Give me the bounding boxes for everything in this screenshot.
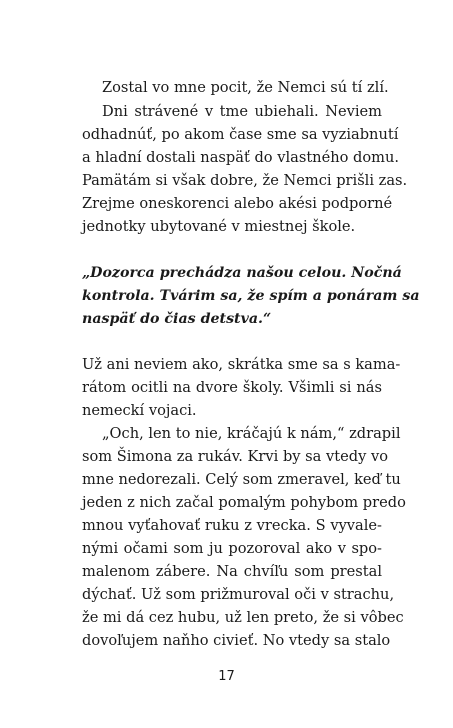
paragraph-2-line-1: Dni strávené v tme ubiehali. Neviem bbox=[102, 103, 382, 120]
paragraph-2-line-2: odhadnúť, po akom čase sme sa vyziabnutí bbox=[82, 126, 399, 143]
paragraph-4-line-1: „Och, len to nie, kráčajú k nám,“ zdrapil bbox=[102, 425, 401, 442]
paragraph-4-line-9: že mi dá cez hubu, už len preto, že si vôbec bbox=[82, 609, 404, 626]
paragraph-4-line-5: mnou vyťahovať ruku z vrecka. S vyvale- bbox=[82, 517, 382, 534]
quote-line-3: naspäť do čias detstva.“ bbox=[82, 311, 272, 327]
paragraph-2-line-4: Pamätám si však dobre, že Nemci prišli zas. bbox=[82, 172, 408, 189]
paragraph-2-line-5: Zrejme oneskorenci alebo akési podporné bbox=[82, 195, 393, 212]
paragraph-2-line-6: jednotky ubytované v miestnej škole. bbox=[82, 218, 356, 235]
paragraph-3-line-1: Už ani neviem ako, skrátka sme sa s kama- bbox=[82, 356, 401, 373]
paragraph-4-line-10: dovoľujem naňho civieť. No vtedy sa stalo bbox=[82, 632, 391, 649]
paragraph-4-line-8: dýchať. Už som prižmuroval oči v strachu, bbox=[82, 586, 395, 603]
paragraph-3-line-3: nemeckí vojaci. bbox=[82, 402, 197, 419]
paragraph-4-line-7: malenom zábere. Na chvíľu som prestal bbox=[82, 563, 382, 580]
paragraph-2-line-3: a hladní dostali naspäť do vlastného domu. bbox=[82, 149, 400, 166]
paragraph-4-line-2: som Šimona za rukáv. Krvi by sa vtedy vo bbox=[82, 448, 389, 465]
quote-line-1: „Dozorca prechádza našou celou. Nočná bbox=[82, 265, 402, 281]
paragraph-4-line-4: jeden z nich začal pomalým pohybom predo bbox=[82, 494, 406, 511]
paragraph-4-line-3: mne nedorezali. Celý som zmeravel, keď tu bbox=[82, 471, 401, 488]
quote-line-2: kontrola. Tvárim sa, že spím a ponáram sa bbox=[82, 288, 420, 304]
paragraph-4-line-6: nými očami som ju pozoroval ako v spo- bbox=[82, 540, 382, 557]
paragraph-3-line-2: rátom ocitli na dvore školy. Všimli si nás bbox=[82, 379, 382, 396]
paragraph-1-line-1: Zostal vo mne pocit, že Nemci sú tí zlí. bbox=[102, 79, 389, 96]
page-number: 17 bbox=[218, 669, 235, 684]
